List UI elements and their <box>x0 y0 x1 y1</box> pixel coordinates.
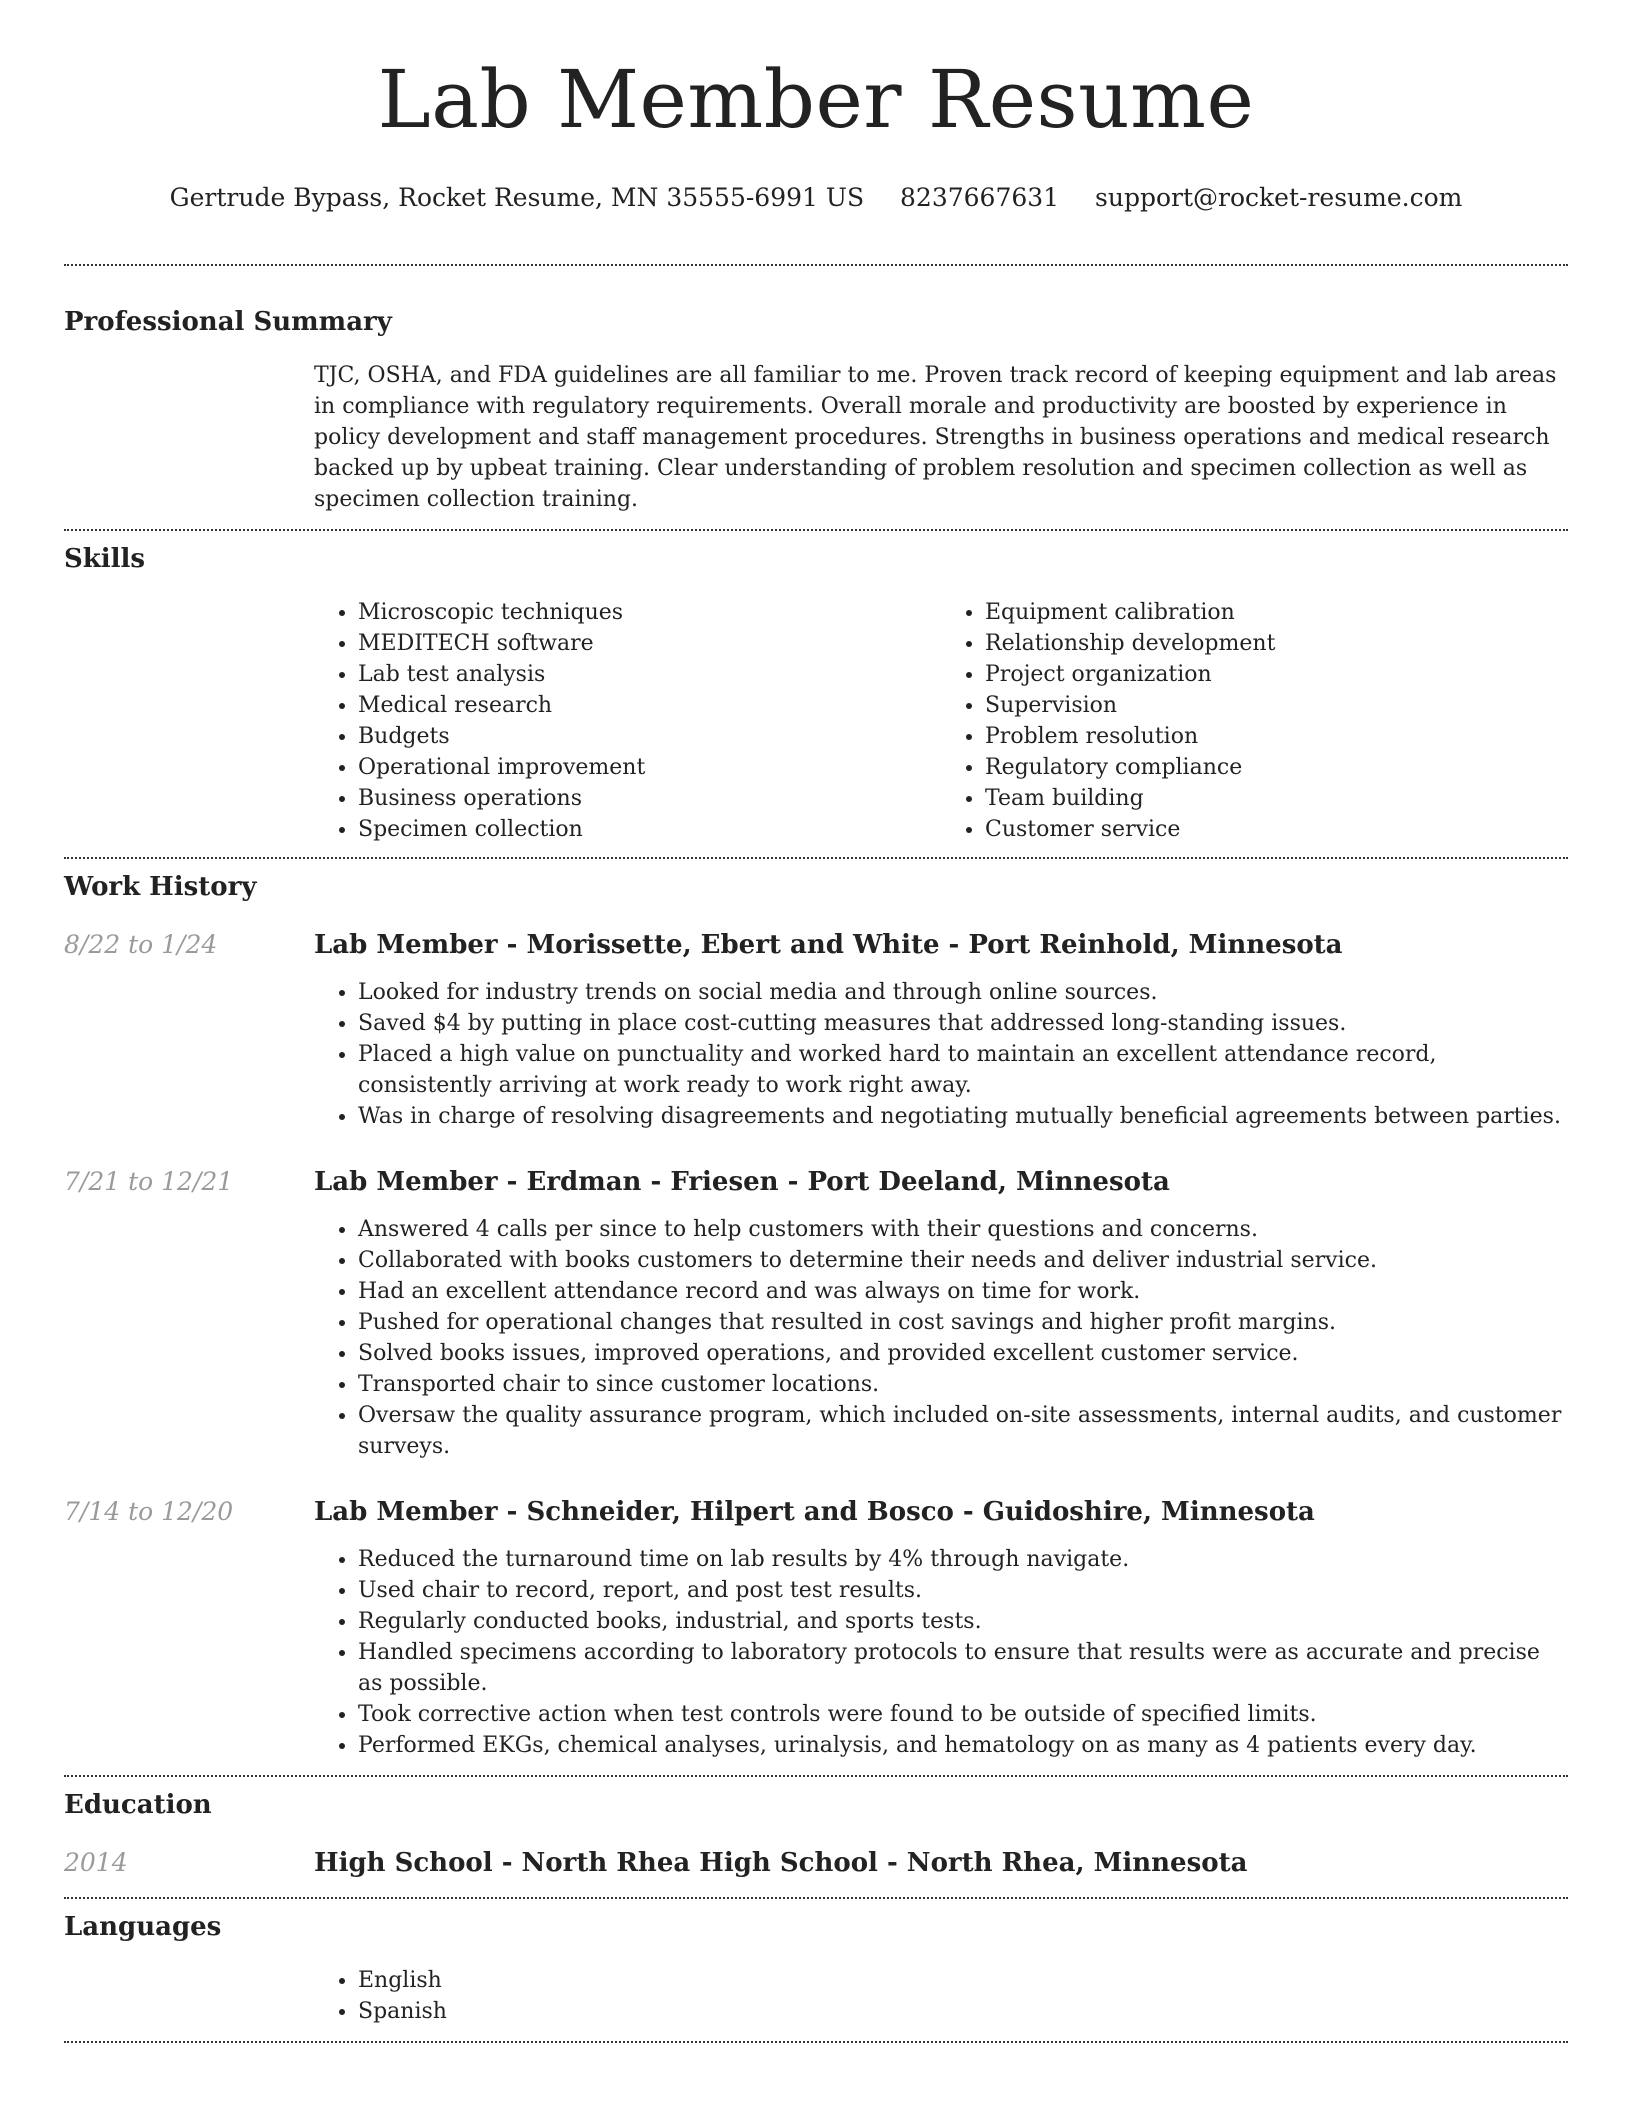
job-bullet: • Collaborated with books customers to determine their needs and deliver industrial service. <box>358 1245 1568 1276</box>
skill-item: • Supervision <box>985 690 1568 721</box>
skill-item: • Business operations <box>358 783 941 814</box>
job-bullet: • Oversaw the quality assurance program, which included on-site assessments, internal audits, and customer surveys. <box>358 1400 1568 1462</box>
skill-item: • Regulatory compliance <box>985 752 1568 783</box>
job-dates: 8/22 to 1/24 <box>64 930 218 959</box>
education-year: 2014 <box>64 1848 128 1877</box>
work-section <box>64 859 1568 1761</box>
job-bullet: • Used chair to record, report, and post test results. <box>358 1575 1568 1606</box>
contact-phone: 8237667631 <box>900 183 1060 212</box>
job-bullet: • Transported chair to since customer locations. <box>358 1369 1568 1400</box>
job-bullet: • Placed a high value on punctuality and worked hard to maintain an excellent attendance record, consistently arriving at work ready to work right away. <box>358 1039 1568 1101</box>
contact-line <box>64 182 1568 214</box>
resume-title: Lab Member Resume <box>377 53 1255 146</box>
skill-item: • Customer service <box>985 814 1568 845</box>
job-bullet: • Answered 4 calls per since to help customers with their questions and concerns. <box>358 1214 1568 1245</box>
skill-item: • Equipment calibration <box>985 597 1568 628</box>
job-bullet: • Handled specimens according to laboratory protocols to ensure that results were as accurate and precise as possible. <box>358 1637 1568 1699</box>
job-bullets <box>314 977 1568 1132</box>
skills-heading: Skills <box>64 544 146 574</box>
language-item: • Spanish <box>358 1996 1568 2027</box>
job-entry <box>64 929 1568 1132</box>
job-bullet: • Saved $4 by putting in place cost-cutting measures that addressed long-standing issues. <box>358 1008 1568 1039</box>
job-bullet: • Was in charge of resolving disagreements and negotiating mutually beneficial agreements between parties. <box>358 1101 1568 1132</box>
skills-list-right <box>941 597 1568 845</box>
education-section <box>64 1777 1568 1879</box>
job-bullet: • Solved books issues, improved operations, and provided excellent customer service. <box>358 1338 1568 1369</box>
job-bullet: • Reduced the turnaround time on lab results by 4% through navigate. <box>358 1544 1568 1575</box>
job-entry <box>64 1496 1568 1761</box>
languages-list <box>314 1965 1568 2027</box>
education-entry <box>64 1847 1568 1879</box>
job-title: Lab Member - Erdman - Friesen - Port Deeland, Minnesota <box>314 1167 1170 1197</box>
skill-item: • Medical research <box>358 690 941 721</box>
education-title: High School - North Rhea High School - North Rhea, Minnesota <box>314 1848 1248 1878</box>
languages-heading: Languages <box>64 1912 222 1942</box>
skills-list-left <box>314 597 941 845</box>
job-bullet: • Regularly conducted books, industrial, and sports tests. <box>358 1606 1568 1637</box>
divider <box>64 2041 1568 2043</box>
job-entry <box>64 1166 1568 1462</box>
job-dates: 7/21 to 12/21 <box>64 1167 234 1196</box>
summary-text: TJC, OSHA, and FDA guidelines are all familiar to me. Proven track record of keeping equipment and lab areas in compliance with regulatory requirements. Overall morale and productivity are boosted by experience in policy development and staff management procedures. Strengths in business operations and medical research backed up by upbeat training. Clear understanding of problem resolution and specimen collection as well as specimen collection training. <box>314 363 1557 512</box>
summary-section <box>64 266 1568 515</box>
skills-section <box>64 531 1568 845</box>
education-heading: Education <box>64 1790 212 1820</box>
summary-heading: Professional Summary <box>64 307 392 337</box>
job-title: Lab Member - Morissette, Ebert and White - Port Reinhold, Minnesota <box>314 930 1343 960</box>
job-dates: 7/14 to 12/20 <box>64 1497 234 1526</box>
job-bullet: • Looked for industry trends on social media and through online sources. <box>358 977 1568 1008</box>
job-title: Lab Member - Schneider, Hilpert and Bosco - Guidoshire, Minnesota <box>314 1497 1315 1527</box>
skill-item: • MEDITECH software <box>358 628 941 659</box>
job-bullet: • Had an excellent attendance record and was always on time for work. <box>358 1276 1568 1307</box>
skill-item: • Lab test analysis <box>358 659 941 690</box>
language-item: • English <box>358 1965 1568 1996</box>
job-bullet: • Performed EKGs, chemical analyses, urinalysis, and hematology on as many as 4 patients every day. <box>358 1730 1568 1761</box>
contact-email: support@rocket-resume.com <box>1095 183 1463 212</box>
job-bullets <box>314 1544 1568 1761</box>
skill-item: • Team building <box>985 783 1568 814</box>
skill-item: • Specimen collection <box>358 814 941 845</box>
skill-item: • Problem resolution <box>985 721 1568 752</box>
skill-item: • Microscopic techniques <box>358 597 941 628</box>
skill-item: • Budgets <box>358 721 941 752</box>
work-heading: Work History <box>64 872 257 902</box>
languages-section <box>64 1899 1568 2027</box>
job-bullets <box>314 1214 1568 1462</box>
skill-item: • Relationship development <box>985 628 1568 659</box>
job-bullet: • Pushed for operational changes that resulted in cost savings and higher profit margins. <box>358 1307 1568 1338</box>
skill-item: • Project organization <box>985 659 1568 690</box>
contact-address: Gertrude Bypass, Rocket Resume, MN 35555-6991 US <box>169 183 865 212</box>
job-bullet: • Took corrective action when test controls were found to be outside of specified limits. <box>358 1699 1568 1730</box>
skill-item: • Operational improvement <box>358 752 941 783</box>
